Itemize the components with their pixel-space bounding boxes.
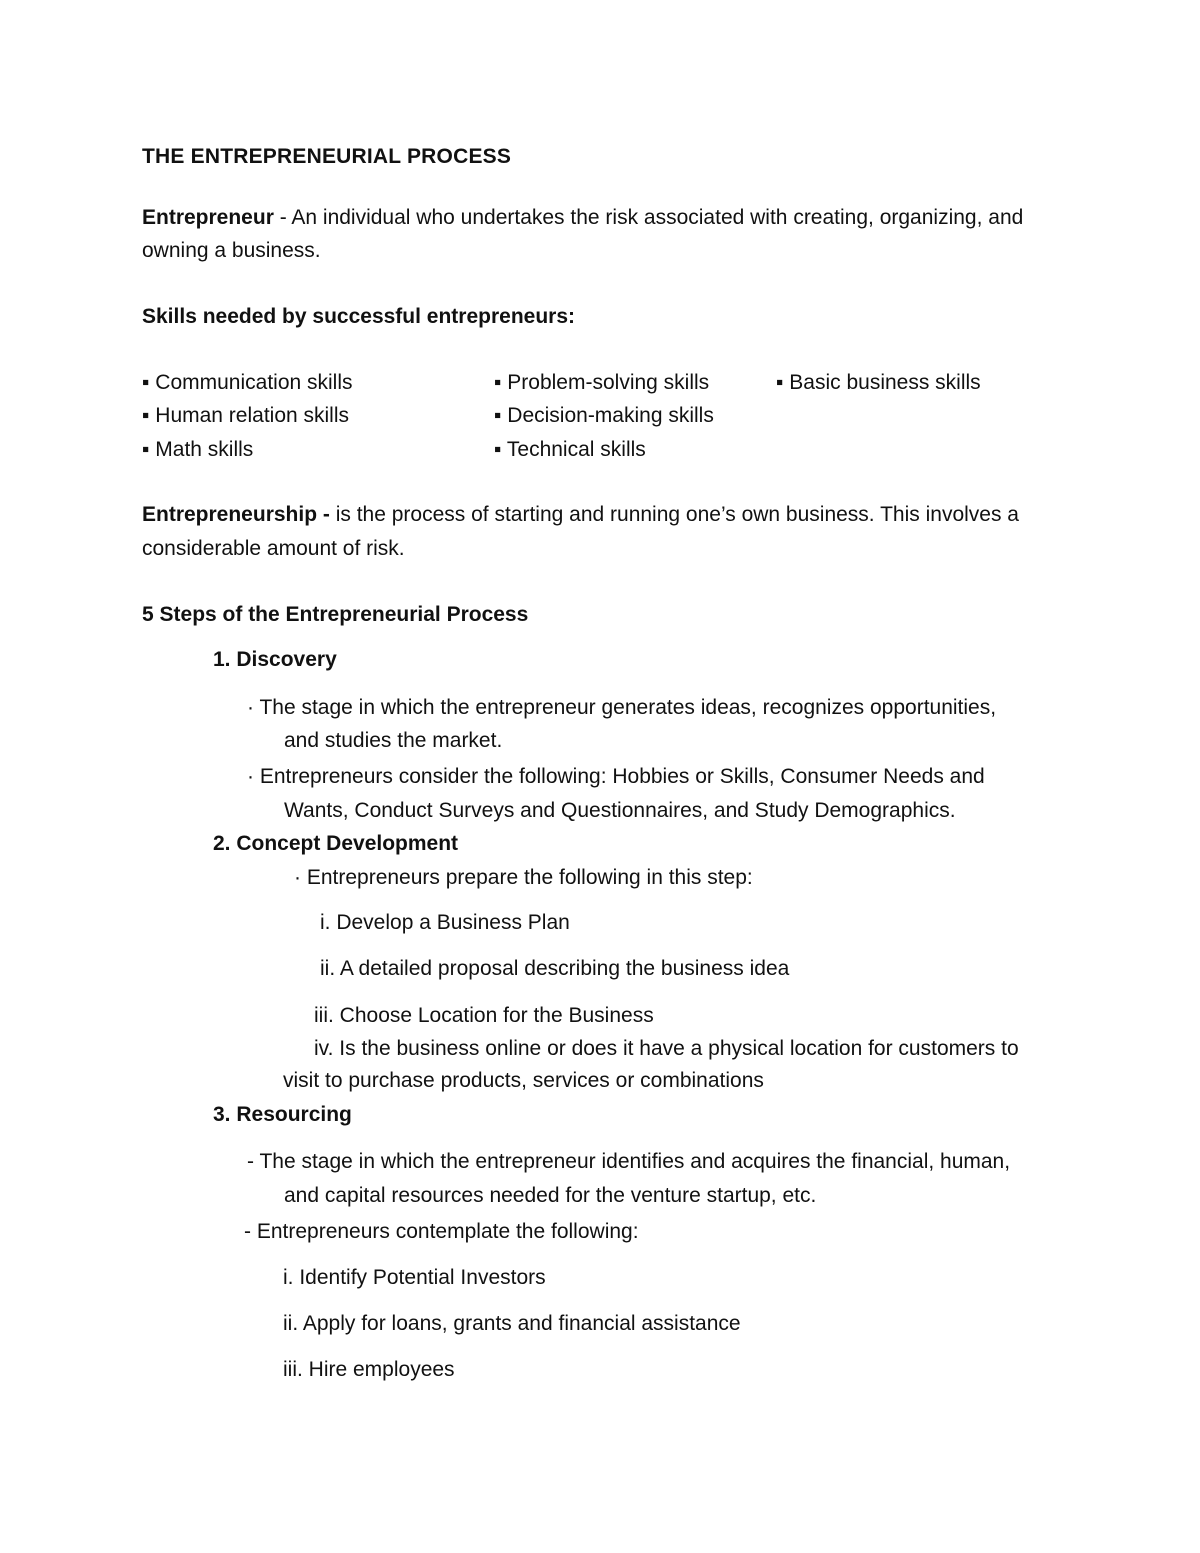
step-resourcing-title: 3. Resourcing [213,1103,352,1126]
resourcing-item: iii. Hire employees [283,1358,455,1381]
step-concept-title: 2. Concept Development [213,832,459,855]
entrepreneurship-definition-line1 [142,502,1019,528]
skill-item: ▪ Decision-making skills [494,404,714,427]
skill-item: ▪ Problem-solving skills [494,371,710,394]
entrepreneur-definition-line1 [142,205,1023,231]
entrepreneur-definition: - An individual who undertakes the risk associated with creating, organizing, and [273,206,1024,229]
discovery-bullet-continuation: and studies the market. [284,729,503,752]
concept-item: i. Develop a Business Plan [320,911,570,934]
skill-item: ▪ Human relation skills [142,404,350,427]
discovery-bullet: · The stage in which the entrepreneur generates ideas, recognizes opportunities, [247,696,997,719]
resourcing-item: ii. Apply for loans, grants and financial assistance [283,1312,741,1335]
skill-item: ▪ Basic business skills [776,371,981,394]
entrepreneurship-definition: is the process of starting and running one’s own business. This involves a [335,503,1019,526]
concept-item: iv. Is the business online or does it have a physical location for customers to [314,1037,1019,1060]
entrepreneurship-definition-line2: considerable amount of risk. [142,537,405,560]
entrepreneur-definition-line2: owning a business. [142,239,321,262]
concept-bullet: · Entrepreneurs prepare the following in this step: [294,866,753,889]
step-discovery-title: 1. Discovery [213,648,337,671]
steps-heading: 5 Steps of the Entrepreneurial Process [142,603,529,626]
entrepreneur-term: Entrepreneur [142,206,274,229]
discovery-bullet: · Entrepreneurs consider the following: Hobbies or Skills, Consumer Needs and [247,765,985,788]
resourcing-bullet-continuation: and capital resources needed for the venture startup, etc. [284,1184,817,1207]
page-title: THE ENTREPRENEURIAL PROCESS [142,145,512,168]
skill-item: ▪ Math skills [142,438,254,461]
resourcing-bullet: - Entrepreneurs contemplate the following: [244,1220,639,1243]
resourcing-item: i. Identify Potential Investors [283,1266,546,1289]
concept-item: ii. A detailed proposal describing the business idea [320,957,790,980]
discovery-bullet-continuation: Wants, Conduct Surveys and Questionnaires, and Study Demographics. [284,799,956,822]
resourcing-bullet: - The stage in which the entrepreneur identifies and acquires the financial, human, [247,1150,1011,1173]
skills-heading: Skills needed by successful entrepreneurs: [142,305,576,328]
skill-item: ▪ Technical skills [494,438,646,461]
concept-item: iii. Choose Location for the Business [314,1004,654,1027]
concept-item-continuation: visit to purchase products, services or combinations [283,1069,764,1092]
entrepreneurship-term: Entrepreneurship - [142,503,336,526]
skill-item: ▪ Communication skills [142,371,353,394]
